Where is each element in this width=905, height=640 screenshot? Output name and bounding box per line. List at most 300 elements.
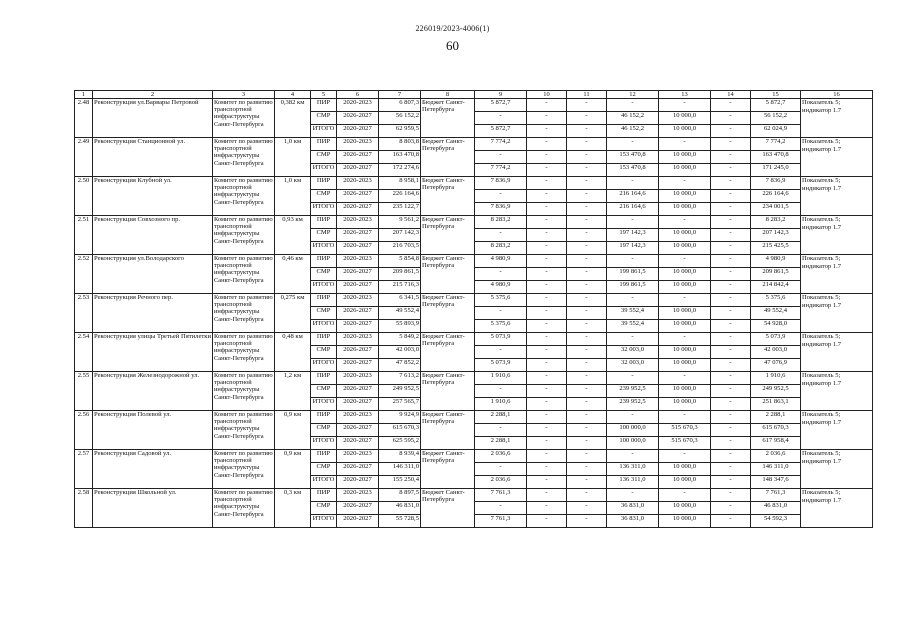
- amount-col-11: -: [567, 333, 607, 346]
- object-length: 0,46 км: [275, 255, 311, 294]
- amount-col-10: -: [527, 515, 567, 528]
- amount-total: 148 347,6: [751, 476, 801, 489]
- amount-col-9: -: [475, 424, 527, 437]
- responsible-organization: Комитет по развитию транспортной инфраструктуры Санкт-Петербурга: [213, 372, 275, 411]
- object-length: 0,93 км: [275, 216, 311, 255]
- amount-col-14: -: [711, 242, 751, 255]
- page-number: 60: [446, 38, 459, 53]
- amount-col-12: 216 164,6: [607, 190, 659, 203]
- work-type: ПИР: [311, 489, 337, 502]
- document-number: 226019/2023-4006(1): [415, 24, 490, 33]
- amount-col-11: -: [567, 489, 607, 502]
- total-cost: 46 831,0: [379, 502, 421, 515]
- table-row: [75, 333, 873, 346]
- target-indicator: Показатель 5; индикатор 1.7: [801, 294, 873, 333]
- amount-col-14: -: [711, 359, 751, 372]
- amount-col-13: -: [659, 255, 711, 268]
- row-number: 2.56: [75, 411, 93, 450]
- object-name: Реконструкция улицы Третьей Пятилетки: [93, 333, 213, 372]
- work-type: ИТОГО: [311, 164, 337, 177]
- target-indicator: Показатель 5; индикатор 1.7: [801, 372, 873, 411]
- object-name: Реконструкция ул.Варвары Петровой: [93, 99, 213, 138]
- amount-col-9: 7 836,9: [475, 203, 527, 216]
- amount-col-13: -: [659, 177, 711, 190]
- work-type: ПИР: [311, 450, 337, 463]
- amount-col-13: -: [659, 450, 711, 463]
- amount-col-13: 10 000,0: [659, 242, 711, 255]
- amount-col-11: -: [567, 307, 607, 320]
- amount-col-11: -: [567, 359, 607, 372]
- object-length: 0,9 км: [275, 450, 311, 489]
- amount-total: 1 910,6: [751, 372, 801, 385]
- amount-col-14: -: [711, 372, 751, 385]
- amount-col-10: -: [527, 216, 567, 229]
- row-number: 2.58: [75, 489, 93, 528]
- table-row: [75, 450, 873, 463]
- amount-col-9: 5 073,9: [475, 333, 527, 346]
- amount-total: 7 761,3: [751, 489, 801, 502]
- work-type: ИТОГО: [311, 320, 337, 333]
- amount-col-14: -: [711, 190, 751, 203]
- amount-col-10: -: [527, 489, 567, 502]
- header-cell: 10: [527, 91, 567, 99]
- amount-col-14: -: [711, 450, 751, 463]
- work-type: СМР: [311, 463, 337, 476]
- total-cost: 155 250,4: [379, 476, 421, 489]
- amount-col-12: 199 861,5: [607, 268, 659, 281]
- total-cost: 209 861,5: [379, 268, 421, 281]
- amount-col-14: -: [711, 125, 751, 138]
- object-length: 1,0 км: [275, 177, 311, 216]
- work-type: ПИР: [311, 294, 337, 307]
- amount-col-11: -: [567, 320, 607, 333]
- amount-col-14: -: [711, 268, 751, 281]
- object-length: 0,3 км: [275, 489, 311, 528]
- amount-col-13: 10 000,0: [659, 125, 711, 138]
- work-period: 2026-2027: [337, 346, 379, 359]
- amount-total: 5 073,9: [751, 333, 801, 346]
- amount-col-12: 197 142,3: [607, 229, 659, 242]
- table-row: [75, 294, 873, 307]
- total-cost: 172 274,6: [379, 164, 421, 177]
- amount-col-9: -: [475, 112, 527, 125]
- total-cost: 215 716,3: [379, 281, 421, 294]
- row-number: 2.57: [75, 450, 93, 489]
- work-period: 2026-2027: [337, 229, 379, 242]
- work-type: ИТОГО: [311, 359, 337, 372]
- amount-col-12: 239 952,5: [607, 398, 659, 411]
- amount-col-9: 5 073,9: [475, 359, 527, 372]
- work-period: 2020-2027: [337, 242, 379, 255]
- total-cost: 257 565,7: [379, 398, 421, 411]
- target-indicator: Показатель 5; индикатор 1.7: [801, 489, 873, 528]
- amount-total: 209 861,5: [751, 268, 801, 281]
- work-period: 2020-2023: [337, 333, 379, 346]
- total-cost: 9 561,2: [379, 216, 421, 229]
- amount-col-13: -: [659, 99, 711, 112]
- amount-total: 617 958,4: [751, 437, 801, 450]
- amount-col-10: -: [527, 112, 567, 125]
- amount-col-10: -: [527, 372, 567, 385]
- amount-col-11: -: [567, 112, 607, 125]
- amount-total: 163 470,8: [751, 151, 801, 164]
- row-number: 2.55: [75, 372, 93, 411]
- total-cost: 216 703,5: [379, 242, 421, 255]
- amount-col-11: -: [567, 398, 607, 411]
- amount-col-9: -: [475, 190, 527, 203]
- amount-col-10: -: [527, 281, 567, 294]
- row-number: 2.54: [75, 333, 93, 372]
- amount-col-13: 10 000,0: [659, 476, 711, 489]
- amount-col-14: -: [711, 112, 751, 125]
- amount-col-11: -: [567, 281, 607, 294]
- header-cell: 11: [567, 91, 607, 99]
- responsible-organization: Комитет по развитию транспортной инфраструктуры Санкт-Петербурга: [213, 333, 275, 372]
- work-period: 2020-2027: [337, 359, 379, 372]
- work-period: 2026-2027: [337, 151, 379, 164]
- amount-col-12: -: [607, 99, 659, 112]
- amount-col-14: -: [711, 229, 751, 242]
- amount-total: 46 831,0: [751, 502, 801, 515]
- amount-col-13: 10 000,0: [659, 359, 711, 372]
- amount-col-14: -: [711, 411, 751, 424]
- total-cost: 47 852,2: [379, 359, 421, 372]
- amount-col-9: -: [475, 151, 527, 164]
- amount-col-13: -: [659, 216, 711, 229]
- amount-col-10: -: [527, 333, 567, 346]
- amount-col-13: 10 000,0: [659, 307, 711, 320]
- amount-col-13: -: [659, 489, 711, 502]
- amount-total: 47 076,9: [751, 359, 801, 372]
- amount-total: 234 001,5: [751, 203, 801, 216]
- amount-total: 4 980,9: [751, 255, 801, 268]
- work-type: ИТОГО: [311, 203, 337, 216]
- header-cell: 14: [711, 91, 751, 99]
- total-cost: 146 311,0: [379, 463, 421, 476]
- work-period: 2020-2027: [337, 281, 379, 294]
- work-period: 2026-2027: [337, 424, 379, 437]
- amount-col-14: -: [711, 346, 751, 359]
- funding-source: Бюджет Санкт-Петербурга: [421, 333, 475, 372]
- table-row: [75, 99, 873, 112]
- amount-total: 7 836,9: [751, 177, 801, 190]
- object-name: Реконструкция Речного пер.: [93, 294, 213, 333]
- amount-col-11: -: [567, 450, 607, 463]
- header-cell: 3: [213, 91, 275, 99]
- amount-col-10: -: [527, 268, 567, 281]
- amount-col-12: -: [607, 138, 659, 151]
- amount-col-11: -: [567, 385, 607, 398]
- object-length: 0,48 км: [275, 333, 311, 372]
- amount-col-9: -: [475, 307, 527, 320]
- amount-col-14: -: [711, 515, 751, 528]
- program-table: [74, 90, 873, 528]
- responsible-organization: Комитет по развитию транспортной инфраструктуры Санкт-Петербурга: [213, 255, 275, 294]
- total-cost: 226 164,6: [379, 190, 421, 203]
- amount-col-13: 515 670,3: [659, 437, 711, 450]
- amount-col-10: -: [527, 437, 567, 450]
- total-cost: 8 897,5: [379, 489, 421, 502]
- amount-col-9: 4 980,9: [475, 255, 527, 268]
- row-number: 2.53: [75, 294, 93, 333]
- amount-col-9: -: [475, 502, 527, 515]
- amount-col-12: 46 152,2: [607, 112, 659, 125]
- amount-col-11: -: [567, 515, 607, 528]
- amount-col-14: -: [711, 333, 751, 346]
- work-period: 2020-2023: [337, 450, 379, 463]
- work-type: СМР: [311, 190, 337, 203]
- amount-total: 62 024,9: [751, 125, 801, 138]
- object-name: Реконструкция Садовой ул.: [93, 450, 213, 489]
- object-length: 0,382 км: [275, 99, 311, 138]
- funding-source: Бюджет Санкт-Петербурга: [421, 450, 475, 489]
- amount-col-14: -: [711, 476, 751, 489]
- amount-col-14: -: [711, 307, 751, 320]
- amount-total: 214 842,4: [751, 281, 801, 294]
- amount-col-11: -: [567, 138, 607, 151]
- header-cell: 1: [75, 91, 93, 99]
- amount-total: 56 152,2: [751, 112, 801, 125]
- work-type: ПИР: [311, 177, 337, 190]
- amount-col-14: -: [711, 138, 751, 151]
- work-type: СМР: [311, 346, 337, 359]
- work-period: 2026-2027: [337, 268, 379, 281]
- amount-col-12: 36 831,0: [607, 502, 659, 515]
- amount-col-11: -: [567, 424, 607, 437]
- amount-col-9: 8 283,2: [475, 216, 527, 229]
- amount-col-14: -: [711, 320, 751, 333]
- amount-col-14: -: [711, 203, 751, 216]
- amount-total: 8 283,2: [751, 216, 801, 229]
- object-name: Реконструкция Полевой ул.: [93, 411, 213, 450]
- amount-col-14: -: [711, 216, 751, 229]
- work-period: 2020-2023: [337, 255, 379, 268]
- amount-col-10: -: [527, 294, 567, 307]
- row-number: 2.49: [75, 138, 93, 177]
- work-period: 2020-2027: [337, 476, 379, 489]
- work-period: 2020-2023: [337, 99, 379, 112]
- total-cost: 8 803,8: [379, 138, 421, 151]
- work-type: СМР: [311, 502, 337, 515]
- amount-col-13: 10 000,0: [659, 112, 711, 125]
- object-length: 1,2 км: [275, 372, 311, 411]
- responsible-organization: Комитет по развитию транспортной инфраструктуры Санкт-Петербурга: [213, 99, 275, 138]
- work-type: ИТОГО: [311, 281, 337, 294]
- work-period: 2020-2023: [337, 138, 379, 151]
- amount-col-14: -: [711, 99, 751, 112]
- funding-source: Бюджет Санкт-Петербурга: [421, 372, 475, 411]
- amount-total: 207 142,3: [751, 229, 801, 242]
- amount-col-10: -: [527, 320, 567, 333]
- table-row: [75, 489, 873, 502]
- amount-col-9: 7 761,3: [475, 489, 527, 502]
- header-cell: 2: [93, 91, 213, 99]
- amount-col-12: 32 003,0: [607, 359, 659, 372]
- amount-col-10: -: [527, 164, 567, 177]
- object-name: Реконструкция Станционной ул.: [93, 138, 213, 177]
- amount-col-13: -: [659, 333, 711, 346]
- amount-col-12: 199 861,5: [607, 281, 659, 294]
- amount-col-10: -: [527, 346, 567, 359]
- amount-col-12: 239 952,5: [607, 385, 659, 398]
- amount-col-11: -: [567, 255, 607, 268]
- amount-col-10: -: [527, 190, 567, 203]
- amount-total: 49 552,4: [751, 307, 801, 320]
- amount-col-12: 46 152,2: [607, 125, 659, 138]
- amount-col-14: -: [711, 398, 751, 411]
- header-cell: 12: [607, 91, 659, 99]
- amount-col-12: 100 000,0: [607, 437, 659, 450]
- amount-col-12: 36 831,0: [607, 515, 659, 528]
- amount-col-12: 39 552,4: [607, 320, 659, 333]
- amount-col-10: -: [527, 502, 567, 515]
- amount-col-12: 153 470,8: [607, 151, 659, 164]
- work-period: 2020-2027: [337, 515, 379, 528]
- work-period: 2020-2023: [337, 216, 379, 229]
- amount-col-11: -: [567, 268, 607, 281]
- amount-col-10: -: [527, 125, 567, 138]
- amount-col-13: 10 000,0: [659, 190, 711, 203]
- amount-total: 251 863,1: [751, 398, 801, 411]
- header-cell: 15: [751, 91, 801, 99]
- target-indicator: Показатель 5; индикатор 1.7: [801, 450, 873, 489]
- amount-total: 5 375,6: [751, 294, 801, 307]
- amount-col-9: 8 283,2: [475, 242, 527, 255]
- amount-col-11: -: [567, 476, 607, 489]
- amount-col-11: -: [567, 437, 607, 450]
- amount-col-14: -: [711, 502, 751, 515]
- amount-col-10: -: [527, 307, 567, 320]
- amount-col-12: -: [607, 294, 659, 307]
- amount-col-13: 10 000,0: [659, 385, 711, 398]
- amount-col-13: 10 000,0: [659, 268, 711, 281]
- table-row: [75, 372, 873, 385]
- amount-col-10: -: [527, 99, 567, 112]
- amount-col-14: -: [711, 463, 751, 476]
- row-number: 2.48: [75, 99, 93, 138]
- total-cost: 9 924,9: [379, 411, 421, 424]
- responsible-organization: Комитет по развитию транспортной инфраструктуры Санкт-Петербурга: [213, 411, 275, 450]
- amount-col-10: -: [527, 411, 567, 424]
- work-period: 2026-2027: [337, 307, 379, 320]
- amount-col-9: -: [475, 463, 527, 476]
- amount-total: 171 245,0: [751, 164, 801, 177]
- amount-col-9: 2 288,1: [475, 437, 527, 450]
- amount-total: 5 872,7: [751, 99, 801, 112]
- object-name: Реконструкция Совхозного пр.: [93, 216, 213, 255]
- amount-col-10: -: [527, 255, 567, 268]
- amount-col-13: 10 000,0: [659, 346, 711, 359]
- amount-col-12: 216 164,6: [607, 203, 659, 216]
- total-cost: 163 470,8: [379, 151, 421, 164]
- amount-col-10: -: [527, 229, 567, 242]
- amount-col-9: 2 036,6: [475, 476, 527, 489]
- funding-source: Бюджет Санкт-Петербурга: [421, 99, 475, 138]
- amount-col-12: -: [607, 333, 659, 346]
- work-period: 2026-2027: [337, 385, 379, 398]
- amount-total: 615 670,3: [751, 424, 801, 437]
- amount-col-13: -: [659, 372, 711, 385]
- work-type: ПИР: [311, 411, 337, 424]
- amount-col-10: -: [527, 463, 567, 476]
- funding-source: Бюджет Санкт-Петербурга: [421, 216, 475, 255]
- amount-col-13: 10 000,0: [659, 281, 711, 294]
- amount-total: 146 311,0: [751, 463, 801, 476]
- amount-total: 54 592,3: [751, 515, 801, 528]
- amount-col-9: 7 774,2: [475, 138, 527, 151]
- amount-col-11: -: [567, 346, 607, 359]
- amount-col-11: -: [567, 242, 607, 255]
- funding-source: Бюджет Санкт-Петербурга: [421, 489, 475, 528]
- amount-col-13: -: [659, 411, 711, 424]
- amount-col-13: -: [659, 294, 711, 307]
- amount-col-12: 153 470,8: [607, 164, 659, 177]
- amount-col-14: -: [711, 151, 751, 164]
- amount-col-12: -: [607, 372, 659, 385]
- table-row: [75, 177, 873, 190]
- total-cost: 625 595,2: [379, 437, 421, 450]
- work-type: СМР: [311, 151, 337, 164]
- work-period: 2026-2027: [337, 190, 379, 203]
- amount-col-9: 1 910,6: [475, 398, 527, 411]
- work-period: 2020-2023: [337, 294, 379, 307]
- amount-col-14: -: [711, 424, 751, 437]
- amount-col-10: -: [527, 151, 567, 164]
- amount-col-10: -: [527, 203, 567, 216]
- amount-col-11: -: [567, 372, 607, 385]
- amount-col-12: 39 552,4: [607, 307, 659, 320]
- total-cost: 6 807,3: [379, 99, 421, 112]
- work-type: ПИР: [311, 99, 337, 112]
- work-type: ИТОГО: [311, 515, 337, 528]
- work-type: ИТОГО: [311, 437, 337, 450]
- total-cost: 615 670,3: [379, 424, 421, 437]
- object-name: Реконструкция ул.Володарского: [93, 255, 213, 294]
- total-cost: 8 939,4: [379, 450, 421, 463]
- amount-col-14: -: [711, 177, 751, 190]
- target-indicator: Показатель 5; индикатор 1.7: [801, 411, 873, 450]
- amount-col-11: -: [567, 411, 607, 424]
- amount-col-13: 10 000,0: [659, 515, 711, 528]
- row-number: 2.51: [75, 216, 93, 255]
- amount-col-11: -: [567, 216, 607, 229]
- header-cell: 8: [421, 91, 475, 99]
- header-cell: 16: [801, 91, 873, 99]
- work-type: ИТОГО: [311, 476, 337, 489]
- amount-col-9: 5 872,7: [475, 125, 527, 138]
- amount-col-9: -: [475, 268, 527, 281]
- row-number: 2.52: [75, 255, 93, 294]
- amount-col-9: 2 036,6: [475, 450, 527, 463]
- work-period: 2020-2027: [337, 320, 379, 333]
- work-type: ИТОГО: [311, 242, 337, 255]
- work-type: ПИР: [311, 138, 337, 151]
- total-cost: 249 952,5: [379, 385, 421, 398]
- table-row: [75, 255, 873, 268]
- work-period: 2020-2027: [337, 398, 379, 411]
- amount-col-11: -: [567, 229, 607, 242]
- amount-col-9: 4 980,9: [475, 281, 527, 294]
- total-cost: 56 152,2: [379, 112, 421, 125]
- work-type: ИТОГО: [311, 398, 337, 411]
- total-cost: 42 003,0: [379, 346, 421, 359]
- funding-source: Бюджет Санкт-Петербурга: [421, 255, 475, 294]
- amount-total: 54 928,0: [751, 320, 801, 333]
- header-cell: 9: [475, 91, 527, 99]
- target-indicator: Показатель 5; индикатор 1.7: [801, 216, 873, 255]
- amount-col-14: -: [711, 489, 751, 502]
- funding-source: Бюджет Санкт-Петербурга: [421, 294, 475, 333]
